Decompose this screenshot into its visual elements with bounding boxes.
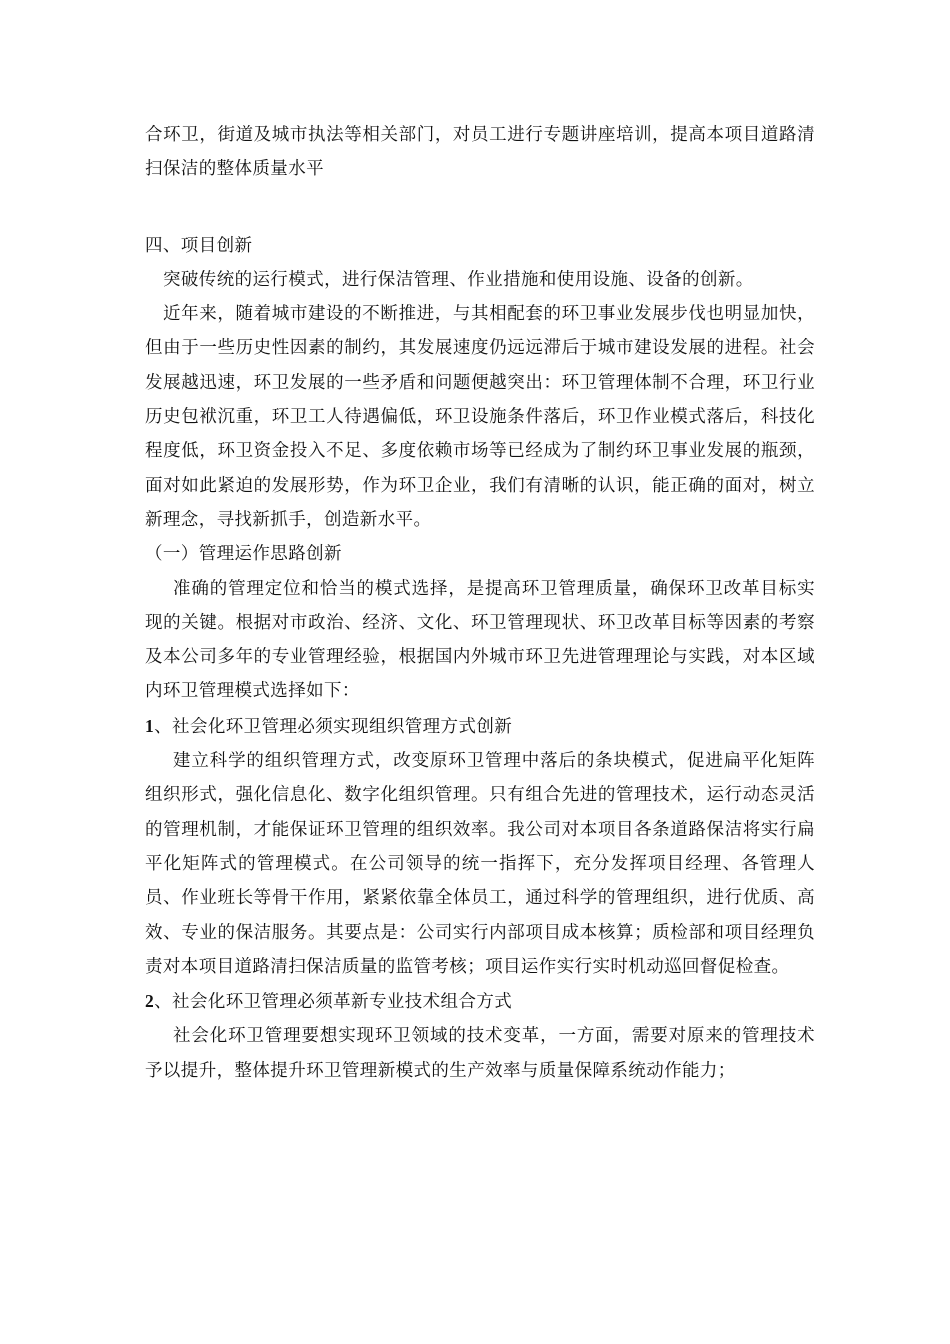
section-heading-project-innovation: 四、项目创新	[145, 235, 253, 256]
item-title: 、社会化环卫管理必须革新专业技术组合方式	[154, 992, 513, 1013]
paragraph-gap	[145, 187, 815, 229]
paragraph-management: 准确的管理定位和恰当的模式选择，是提高环卫管理质量，确保环卫改革目标实现的关键。根据对市政治、经济、文化、环卫管理现状、环卫改革目标等因素的考察及本公司多年的专业管理经验，根据国内外城市环卫先进管理理论与实践，对本区域内环卫管理模式选择如下：	[145, 578, 815, 702]
paragraph-organization: 建立科学的组织管理方式，改变原环卫管理中落后的条块模式，促进扁平化矩阵组织形式，强化信息化、数字化组织管理。只有组合先进的管理技术，运行动态灵活的管理机制，才能保证环卫管理的组织效率。我公司对本项目各条道路保洁将实行扁平化矩阵式的管理模式。在公司领导的统一指挥下，充分发挥项目经理、各管理人员、作业班长等骨干作用，紧紧依靠全体员工，通过科学的管理组织，进行优质、高效、专业的保洁服务。其要点是：公司实行内部项目成本核算；质检部和项目经理负责对本项目道路清扫保洁质量的监管考核；项目运作实行实时机动巡回督促检查。	[145, 751, 815, 977]
document-body	[145, 118, 815, 1088]
item-number: 2	[145, 991, 155, 1012]
item-title: 、社会化环卫管理必须实现组织管理方式创新	[154, 716, 513, 737]
paragraph-technology: 社会化环卫管理要想实现环卫领域的技术变革，一方面，需要对原来的管理技术予以提升，整体提升环卫管理新模式的生产效率与质量保障系统动作能力；	[145, 1026, 815, 1081]
paragraph-background: 近年来，随着城市建设的不断推进，与其相配套的环卫事业发展步伐也明显加快，但由于一些历史性因素的制约，其发展速度仍远远滞后于城市建设发展的进程。社会发展越迅速，环卫发展的一些矛盾和问题便越突出：环卫管理体制不合理，环卫行业历史包袱沉重，环卫工人待遇偏低，环卫设施条件落后，环卫作业模式落后，科技化程度低，环卫资金投入不足、多度依赖市场等已经成为了制约环卫事业发展的瓶颈，面对如此紧迫的发展形势，作为环卫企业，我们有清晰的认识，能正确的面对，树立新理念，寻找新抓手，创造新水平。	[145, 304, 815, 530]
item-heading-technology	[145, 984, 815, 1019]
paragraph-innovation-summary: 突破传统的运行模式，进行保洁管理、作业措施和使用设施、设备的创新。	[163, 269, 754, 290]
paragraph-intro: 合环卫，街道及城市执法等相关部门，对员工进行专题讲座培训，提高本项目道路清扫保洁的整体质量水平	[145, 125, 815, 180]
item-heading-organization	[145, 709, 815, 744]
subsection-heading-management: （一）管理运作思路创新	[145, 544, 342, 565]
item-number: 1	[145, 715, 155, 736]
